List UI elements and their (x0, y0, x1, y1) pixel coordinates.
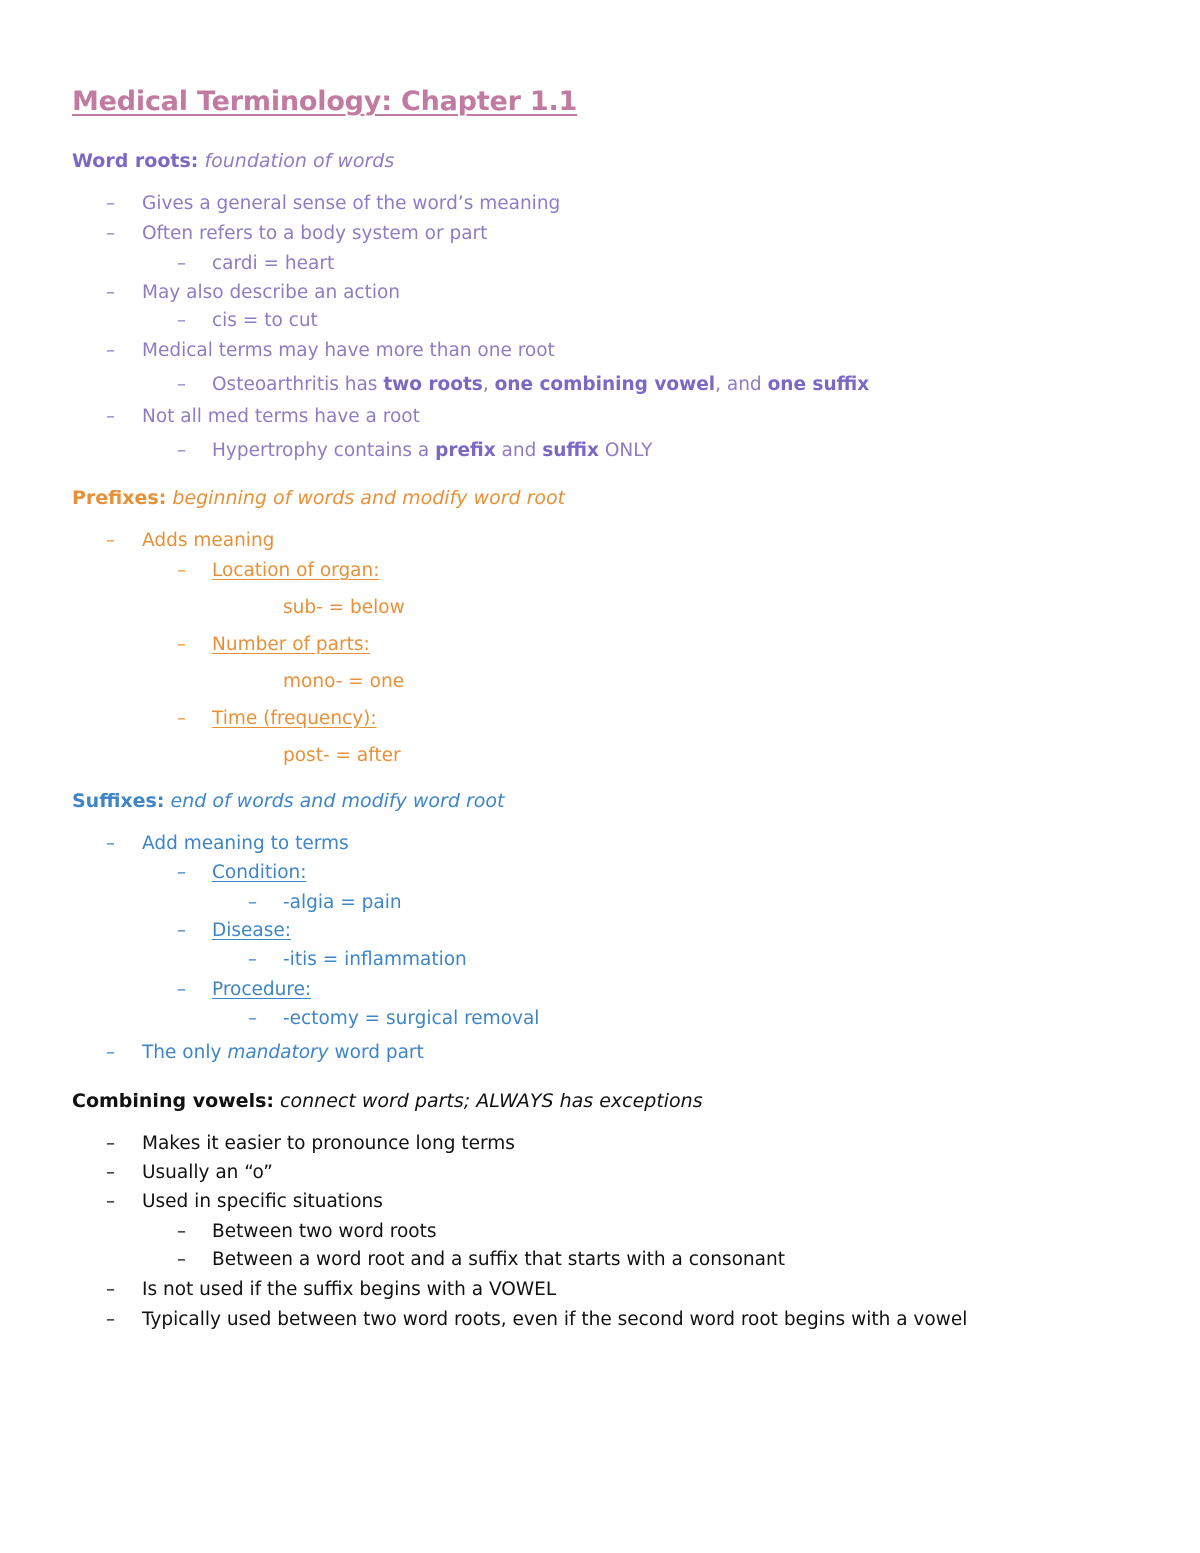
bullet-dash: – (106, 406, 115, 427)
text-run: and (495, 440, 543, 461)
bullet-dash: – (177, 634, 186, 655)
list-item: Gives a general sense of the word’s meaning (142, 193, 561, 214)
list-item: Makes it easier to pronounce long terms (142, 1133, 515, 1154)
text-run: Hypertrophy contains a (212, 440, 436, 461)
bold-text: prefix (435, 440, 496, 461)
list-item: -ectomy = surgical removal (283, 1008, 540, 1029)
list-item: Procedure: (212, 979, 312, 1000)
prefixes-label: Prefixes: (72, 487, 167, 509)
list-item: Between a word root and a suffix that starts with a consonant (212, 1249, 785, 1270)
list-item: cis = to cut (212, 310, 318, 331)
list-item: mono- = one (283, 671, 405, 692)
bullet-dash: – (177, 1249, 186, 1270)
italic-text: mandatory (227, 1042, 329, 1063)
bullet-dash: – (106, 530, 115, 551)
word-roots-heading (72, 150, 394, 172)
list-item: cardi = heart (212, 253, 335, 274)
list-item: Add meaning to terms (142, 833, 349, 854)
text-run: ONLY (598, 440, 653, 461)
bold-text: suffix (542, 440, 599, 461)
bullet-dash: – (248, 949, 257, 970)
combining-vowels-description: connect word parts; ALWAYS has exceptions (280, 1090, 703, 1112)
bullet-dash: – (106, 833, 115, 854)
list-item (142, 1042, 424, 1063)
list-item: Used in specific situations (142, 1191, 383, 1212)
word-roots-description: foundation of words (204, 150, 395, 172)
bullet-dash: – (106, 1162, 115, 1183)
bold-text: one combining vowel (494, 374, 716, 395)
combining-vowels-heading (72, 1090, 703, 1112)
list-item: Usually an “o” (142, 1162, 273, 1183)
list-item: Medical terms may have more than one root (142, 340, 555, 361)
text-run: , and (715, 374, 768, 395)
bullet-dash: – (106, 1133, 115, 1154)
bullet-dash: – (177, 374, 186, 395)
bullet-dash: – (248, 1008, 257, 1029)
list-item: Disease: (212, 920, 291, 941)
bullet-dash: – (106, 223, 115, 244)
list-item: Between two word roots (212, 1221, 437, 1242)
list-item: Location of organ: (212, 560, 380, 581)
bold-text: one suffix (767, 374, 870, 395)
bullet-dash: – (177, 440, 186, 461)
bullet-dash: – (177, 862, 186, 883)
suffixes-description: end of words and modify word root (170, 790, 505, 812)
bullet-dash: – (177, 560, 186, 581)
bullet-dash: – (248, 892, 257, 913)
list-item: May also describe an action (142, 282, 401, 303)
bullet-dash: – (106, 1191, 115, 1212)
combining-vowels-label: Combining vowels: (72, 1090, 274, 1112)
bullet-dash: – (177, 979, 186, 1000)
text-run: , (482, 374, 495, 395)
list-item: Not all med terms have a root (142, 406, 420, 427)
bullet-dash: – (106, 1042, 115, 1063)
list-item: Number of parts: (212, 634, 370, 655)
bullet-dash: – (106, 1279, 115, 1300)
bullet-dash: – (177, 708, 186, 729)
list-item: Typically used between two word roots, even if the second word root begins with a vowel (142, 1309, 968, 1330)
text-run: word part (328, 1042, 424, 1063)
bullet-dash: – (177, 253, 186, 274)
list-item: Adds meaning (142, 530, 275, 551)
list-item (212, 374, 869, 395)
text-run: Osteoarthritis has (212, 374, 384, 395)
bullet-dash: – (106, 282, 115, 303)
bullet-dash: – (177, 310, 186, 331)
suffixes-heading (72, 790, 504, 812)
page-title: Medical Terminology: Chapter 1.1 (72, 86, 578, 117)
suffixes-label: Suffixes: (72, 790, 165, 812)
list-item: sub- = below (283, 597, 405, 618)
list-item (212, 440, 652, 461)
bullet-dash: – (177, 1221, 186, 1242)
bullet-dash: – (106, 340, 115, 361)
list-item: post- = after (283, 745, 401, 766)
prefixes-heading (72, 487, 565, 509)
list-item: Condition: (212, 862, 307, 883)
list-item: Is not used if the suffix begins with a VOWEL (142, 1279, 557, 1300)
bullet-dash: – (106, 193, 115, 214)
prefixes-description: beginning of words and modify word root (172, 487, 566, 509)
bullet-dash: – (177, 920, 186, 941)
list-item: -algia = pain (283, 892, 402, 913)
text-run: The only (142, 1042, 228, 1063)
bold-text: two roots (383, 374, 483, 395)
word-roots-label: Word roots: (72, 150, 199, 172)
bullet-dash: – (106, 1309, 115, 1330)
list-item: Often refers to a body system or part (142, 223, 488, 244)
list-item: Time (frequency): (212, 708, 377, 729)
list-item: -itis = inflammation (283, 949, 467, 970)
